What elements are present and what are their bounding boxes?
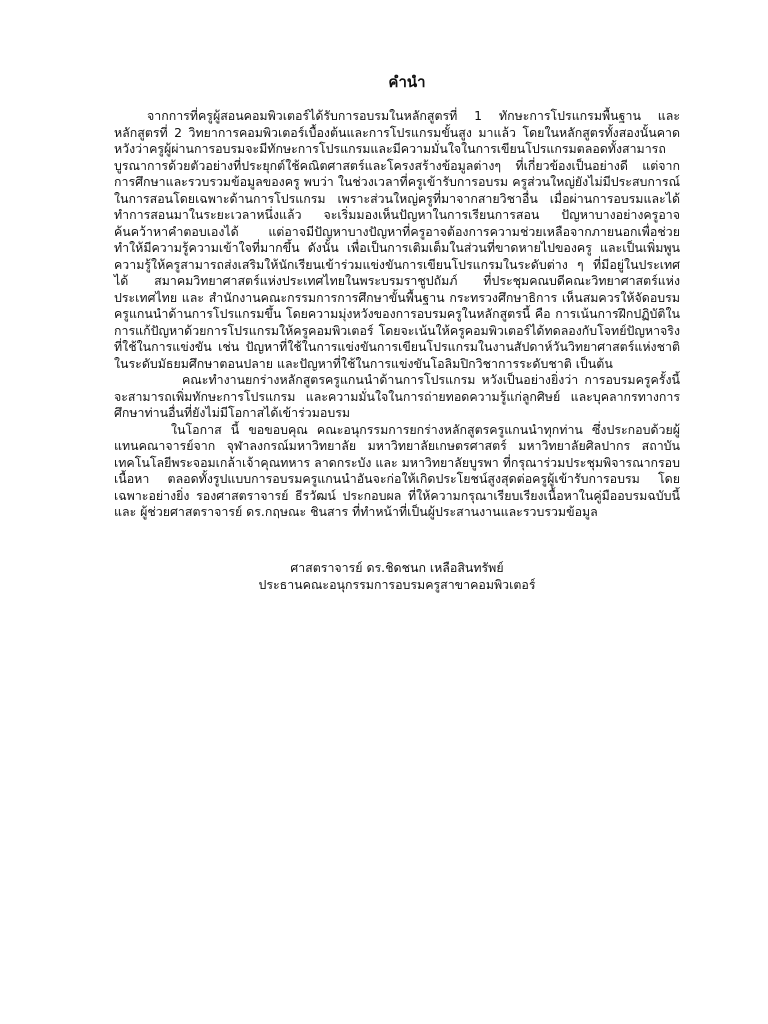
paragraph-2 [114, 372, 680, 422]
paragraph-2-text: คณะทำงานยกร่างหลักสูตรครูแกนนำด้านการโปรแกรม หวังเป็นอย่างยิ่งว่า การอบรมครูครั้งนี้จะสามารถเพิ่มทักษะการโปรแกรม และความมั่นใจในการถ่ายทอดความรู้แก่ลูกศิษย์ และบุคลากรทางการศึกษาท่านอื่นที่ยังไม่มีโอกาสได้เข้าร่วมอบรม [114, 372, 680, 420]
page-title: คำนำ [388, 73, 426, 91]
paragraph-1 [114, 108, 680, 372]
preface-body [114, 108, 680, 521]
signatory-position: ประธานคณะอนุกรรมการอบรมครูสาขาคอมพิวเตอร์ [258, 576, 536, 592]
paragraph-3-text: ในโอกาส นี้ ขอขอบคุณ คณะอนุกรรมการยกร่างหลักสูตรครูแกนนำทุกท่าน ซึ่งประกอบด้วยผู้แทนคณาจารย์จาก จุฬาลงกรณ์มหาวิทยาลัย มหาวิทยาลัยเกษตรศาสตร์ มหาวิทยาลัยศิลปากร สถาบันเทคโนโลยีพระจอมเกล้าเจ้าคุณทหาร ลาดกระบัง และ มหาวิทยาลัยบูรพา ที่กรุณาร่วมประชุมพิจารณากรอบเนื้อหา ตลอดทั้งรูปแบบการอบรมครูแกนนำอันจะก่อให้เกิดประโยชน์สูงสุดต่อครูผู้เข้ารับการอบรม โดยเฉพาะอย่างยิ่ง รองศาสตราจารย์ ธีรวัฒน์ ประกอบผล ที่ให้ความกรุณาเรียบเรียงเนื้อหาในคู่มืออบรมฉบับนี้ และ ผู้ช่วยศาสตราจารย์ ดร.กฤษณะ ชินสาร ที่ทำหน้าที่เป็นผู้ประสานงานและรวบรวมข้อมูล [114, 421, 680, 519]
signature-block [114, 559, 680, 593]
paragraph-3 [114, 422, 680, 521]
signatory-name: ศาสตราจารย์ ดร.ชิดชนก เหลือสินทรัพย์ [290, 559, 504, 575]
paragraph-1-text: จากการที่ครูผู้สอนคอมพิวเตอร์ได้รับการอบรมในหลักสูตรที่ 1 ทักษะการโปรแกรมพื้นฐาน และ หลักสูตรที่ 2 วิทยาการคอมพิวเตอร์เบื้องต้นและการโปรแกรมขั้นสูง มาแล้ว โดยในหลักสูตรทั้งสองนั้นคาดหวังว่าครูผู้ผ่านการอบรมจะมีทักษะการโปรแกรมและมีความมั่นใจในการเขียนโปรแกรมตลอดทั้งสามารถบูรณาการด้วยตัวอย่างที่ประยุกต์ใช้คณิตศาสตร์และโครงสร้างข้อมูลต่างๆ ที่เกี่ยวข้องเป็นอย่างดี แต่จากการศึกษาและรวบรวมข้อมูลของครู พบว่า ในช่วงเวลาที่ครูเข้ารับการอบรม ครูส่วนใหญ่ยังไม่มีประสบการณ์ในการสอนโดยเฉพาะด้านการโปรแกรม เพราะส่วนใหญ่ครูที่มาจากสายวิชาอื่น เมื่อผ่านการอบรมและได้ทำการสอนมาในระยะเวลาหนึ่งแล้ว จะเริ่มมองเห็นปัญหาในการเรียนการสอน ปัญหาบางอย่างครูอาจค้นคว้าหาคำตอบเองได้ แต่อาจมีปัญหาบางปัญหาที่ครูอาจต้องการความช่วยเหลือจากภายนอกเพื่อช่วยทำให้มีความรู้ความเข้าใจที่มากขึ้น ดังนั้น เพื่อเป็นการเติมเต็มในส่วนที่ขาดหายไปของครู และเป็นเพิ่มพูนความรู้ให้ครูสามารถส่งเสริมให้นักเรียนเข้าร่วมแข่งขันการเขียนโปรแกรมในระดับต่าง ๆ ที่มีอยู่ในประเทศได้ สมาคมวิทยาศาสตร์แห่งประเทศไทยในพระบรมราชูปถัมภ์ ที่ประชุมคณบดีคณะวิทยาศาสตร์แห่งประเทศไทย และ สำนักงานคณะกรรมการการศึกษาขั้นพื้นฐาน กระทรวงศึกษาธิการ เห็นสมควรให้จัดอบรมครูแกนนำด้านการโปรแกรมขึ้น โดยความมุ่งหวังของการอบรมครูในหลักสูตรนี้ คือ การเน้นการฝึกปฏิบัติในการแก้ปัญหาด้วยการโปรแกรมให้ครูคอมพิวเตอร์ โดยจะเน้นให้ครูคอมพิวเตอร์ได้ทดลองกับโจทย์ปัญหาจริงที่ใช้ในการแข่งขัน เช่น ปัญหาที่ใช้ในการแข่งขันการเขียนโปรแกรมในงานสัปดาห์วันวิทยาศาสตร์แห่งชาติ ในระดับมัธยมศึกษาตอนปลาย และปัญหาที่ใช้ในการแข่งขันโอลิมปิกวิชาการระดับชาติ เป็นต้น [114, 108, 680, 371]
